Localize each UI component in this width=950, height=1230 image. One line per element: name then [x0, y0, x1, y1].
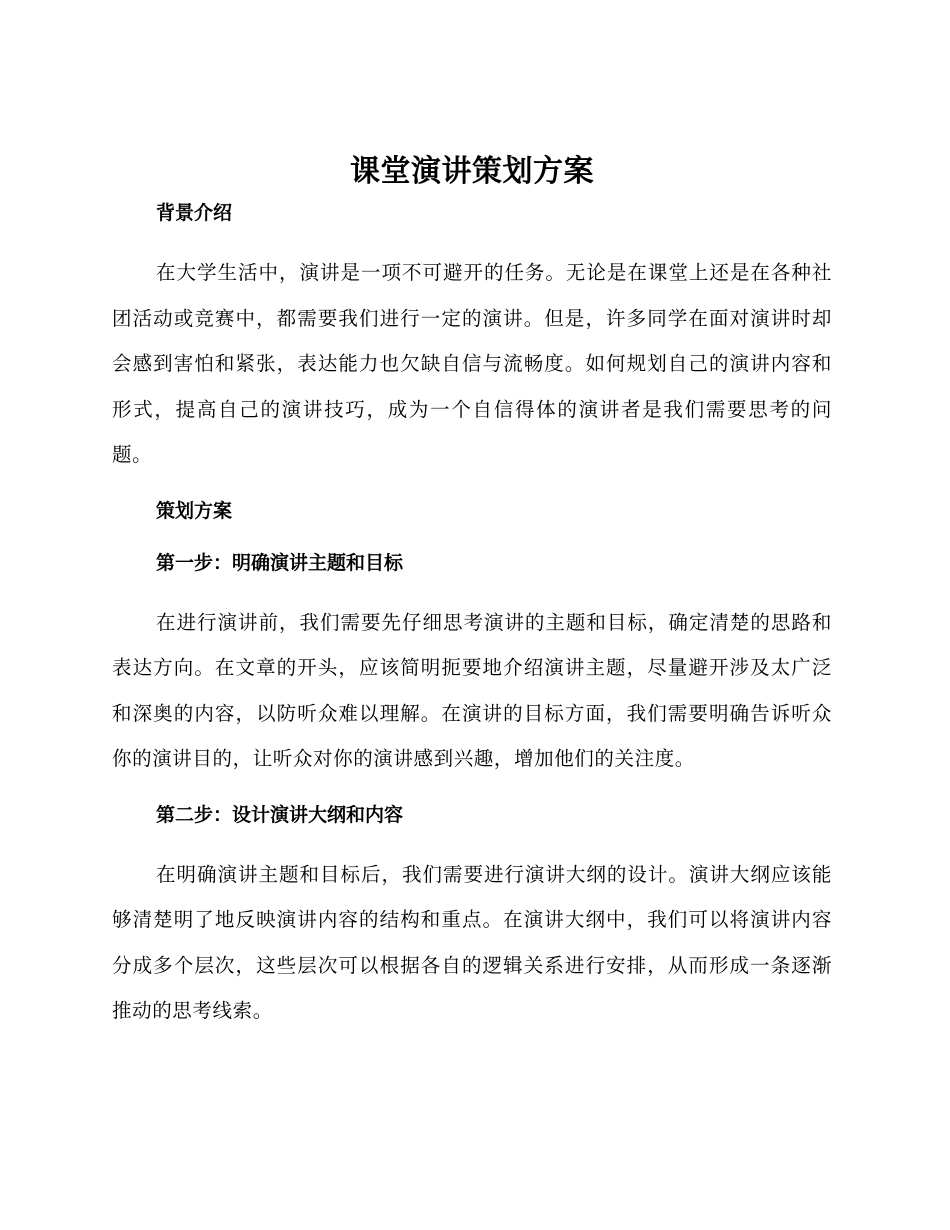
- step2-heading: 第二步：设计演讲大纲和内容: [156, 803, 404, 826]
- document-title: 课堂演讲策划方案: [350, 154, 594, 189]
- step1-heading: 第一步：明确演讲主题和目标: [156, 551, 404, 574]
- document-body: [112, 150, 832, 1034]
- section-heading-background: 背景介绍: [156, 202, 233, 224]
- paragraph-step1: 在进行演讲前，我们需要先仔细思考演讲的主题和目标，确定清楚的思路和表达方向。在文章的开头，应该简明扼要地介绍演讲主题，尽量避开涉及太广泛和深奥的内容，以防听众难以理解。在演讲的目标方面，我们需要明确告诉听众你的演讲目的，让听众对你的演讲感到兴趣，增加他们的关注度。: [112, 610, 832, 770]
- paragraph-step2: 在明确演讲主题和目标后，我们需要进行演讲大纲的设计。演讲大纲应该能够清楚明了地反映演讲内容的结构和重点。在演讲大纲中，我们可以将演讲内容分成多个层次，这些层次可以根据各自的逻辑关系进行安排，从而形成一条逐渐推动的思考线索。: [112, 862, 832, 1022]
- paragraph-background: 在大学生活中，演讲是一项不可避开的任务。无论是在课堂上还是在各种社团活动或竞赛中，都需要我们进行一定的演讲。但是，许多同学在面对演讲时却会感到害怕和紧张，表达能力也欠缺自信与流畅度。如何规划自己的演讲内容和形式，提高自己的演讲技巧，成为一个自信得体的演讲者是我们需要思考的问题。: [112, 261, 832, 466]
- section-heading-plan: 策划方案: [156, 499, 233, 522]
